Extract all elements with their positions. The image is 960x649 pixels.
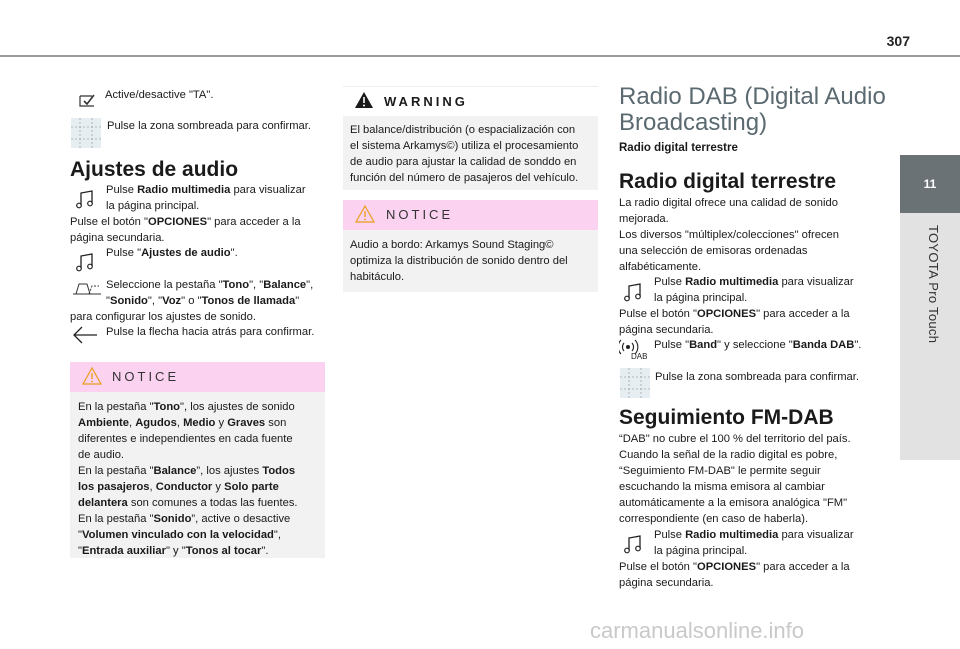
fm-line: “Seguimiento FM-DAB" le permite seguir <box>619 465 821 477</box>
chapter-label <box>919 225 941 460</box>
col1-step5: Pulse la flecha hacia atrás para confirmar. <box>106 326 315 338</box>
col3-step2-line2: página secundaria. <box>619 324 714 336</box>
col1-step4-line2: "Sonido", "Voz" o "Tonos de llamada" <box>106 295 300 307</box>
page-number: 307 <box>886 33 910 49</box>
notice-line: habitáculo. <box>350 271 405 283</box>
col3-fm-step1-line1: Pulse Radio multimedia para visualizar <box>654 529 854 541</box>
section-subtitle: Radio digital terrestre <box>619 142 738 154</box>
fm-line: automáticamente a la emisora analógica "FM" <box>619 497 848 509</box>
tabs-icon <box>72 282 102 296</box>
notice-line: los pasajeros, Conductor y Solo parte <box>78 481 279 493</box>
watermark: carmanualsonline.info <box>590 618 805 643</box>
warning-triangle-icon <box>355 205 375 223</box>
warning-triangle-icon <box>82 367 102 385</box>
dab-icon-label: DAB <box>631 352 648 361</box>
notice-title: NOTICE <box>112 369 180 384</box>
notice-title: NOTICE <box>386 207 454 222</box>
col3-fm-step2-line1: Pulse el botón "OPCIONES" para acceder a la <box>619 561 850 573</box>
warning-box-header <box>343 86 598 117</box>
col1-step2-line2: página secundaria. <box>70 232 165 244</box>
col1-step2-line1: Pulse el botón "OPCIONES" para acceder a la <box>70 216 301 228</box>
music-note-icon <box>74 252 96 274</box>
fm-line: “DAB" no cubre el 100 % del territorio del país. <box>619 433 851 445</box>
notice-line: de audio. <box>78 449 125 461</box>
intro-line: mejorada. <box>619 213 669 225</box>
shaded-zone-icon <box>70 117 102 149</box>
col1-step4-line3: para configurar los ajustes de sonido. <box>70 311 256 323</box>
radio-dab-icon <box>619 337 651 361</box>
intro-line: alfabéticamente. <box>619 261 702 273</box>
intro-line: La radio digital ofrece una calidad de sonido <box>619 197 838 209</box>
notice-line: "Entrada auxiliar" y "Tonos al tocar". <box>78 545 269 557</box>
warning-triangle-icon <box>354 91 374 109</box>
notice-line: En la pestaña "Balance”, los ajustes Todos <box>78 465 296 477</box>
chapter-label-text: TOYOTA Pro Touch <box>926 225 941 344</box>
header-divider <box>0 55 960 57</box>
audio-settings-heading: Ajustes de audio <box>70 158 239 181</box>
fm-line: correspondiente (en caso de haberla). <box>619 513 809 525</box>
warning-line: el sistema Arkamys©) utiliza el procesamiento <box>350 140 579 152</box>
shaded-zone-instruction: Pulse la zona sombreada para confirmar. <box>107 120 311 132</box>
col3-step1-line1: Pulse Radio multimedia para visualizar <box>654 276 854 288</box>
fm-dab-heading: Seguimiento FM-DAB <box>619 406 834 429</box>
notice-box-arkamys <box>343 200 598 230</box>
section-title-line2: Broadcasting) <box>619 109 768 136</box>
section-title-line1: Radio DAB (Digital Audio <box>619 83 886 110</box>
fm-line: escuchando la misma emisora al cambiar <box>619 481 825 493</box>
checkbox-icon <box>78 92 98 108</box>
notice-line: delantera son comunes a todas las fuentes. <box>78 497 298 509</box>
col3-step4: Pulse la zona sombreada para confirmar. <box>655 371 859 383</box>
ta-instruction: Active/desactive "TA". <box>105 89 214 101</box>
col1-step1-line1: Pulse Radio multimedia para visualizar <box>106 184 306 196</box>
back-arrow-icon <box>72 326 98 344</box>
col3-fm-step2-line2: página secundaria. <box>619 577 714 589</box>
col3-step2-line1: Pulse el botón "OPCIONES" para acceder a la <box>619 308 850 320</box>
notice-line: En la pestaña "Tono", los ajustes de sonido <box>78 401 295 413</box>
notice-line: En la pestaña "Sonido”, active o desactive <box>78 513 291 525</box>
notice-line: "Volumen vinculado con la velocidad", <box>78 529 281 541</box>
col3-fm-step1-line2: la página principal. <box>654 545 748 557</box>
intro-line: Los diversos "múltiplex/colecciones" ofrecen <box>619 229 839 241</box>
dab-heading: Radio digital terrestre <box>619 170 837 193</box>
col3-step1-line2: la página principal. <box>654 292 748 304</box>
fm-line: Cuando la señal de la radio digital es pobre, <box>619 449 838 461</box>
warning-title: WARNING <box>384 94 468 109</box>
intro-line: una selección de emisoras ordenadas <box>619 245 808 257</box>
notice-line: optimiza la distribución de sonido dentro del <box>350 255 568 267</box>
notice-box-audio <box>70 362 325 392</box>
col3-step3: Pulse "Band" y seleccione "Banda DAB". <box>654 339 862 351</box>
warning-line: El balance/distribución (o espacialización con <box>350 124 576 136</box>
music-note-icon <box>622 282 644 304</box>
notice-line: diferentes e independientes en cada fuente <box>78 433 293 445</box>
warning-line: función del número de pasajeros del vehículo. <box>350 172 579 184</box>
notice-line: Audio a bordo: Arkamys Sound Staging© <box>350 239 554 251</box>
notice-line: Ambiente, Agudos, Medio y Graves son <box>78 417 287 429</box>
col1-step1-line2: la página principal. <box>106 200 200 212</box>
warning-line: de audio para ajustar la calidad de sonddo en <box>350 156 577 168</box>
col1-step4-line1: Seleccione la pestaña "Tono", "Balance", <box>106 279 314 291</box>
music-note-icon <box>622 534 644 556</box>
shaded-zone-icon <box>619 367 651 399</box>
music-note-icon <box>74 189 96 211</box>
chapter-tab[interactable]: 11 <box>900 155 960 213</box>
col1-step3: Pulse "Ajustes de audio". <box>106 247 238 259</box>
col1-step1-emph: Radio multimedia <box>137 184 231 196</box>
